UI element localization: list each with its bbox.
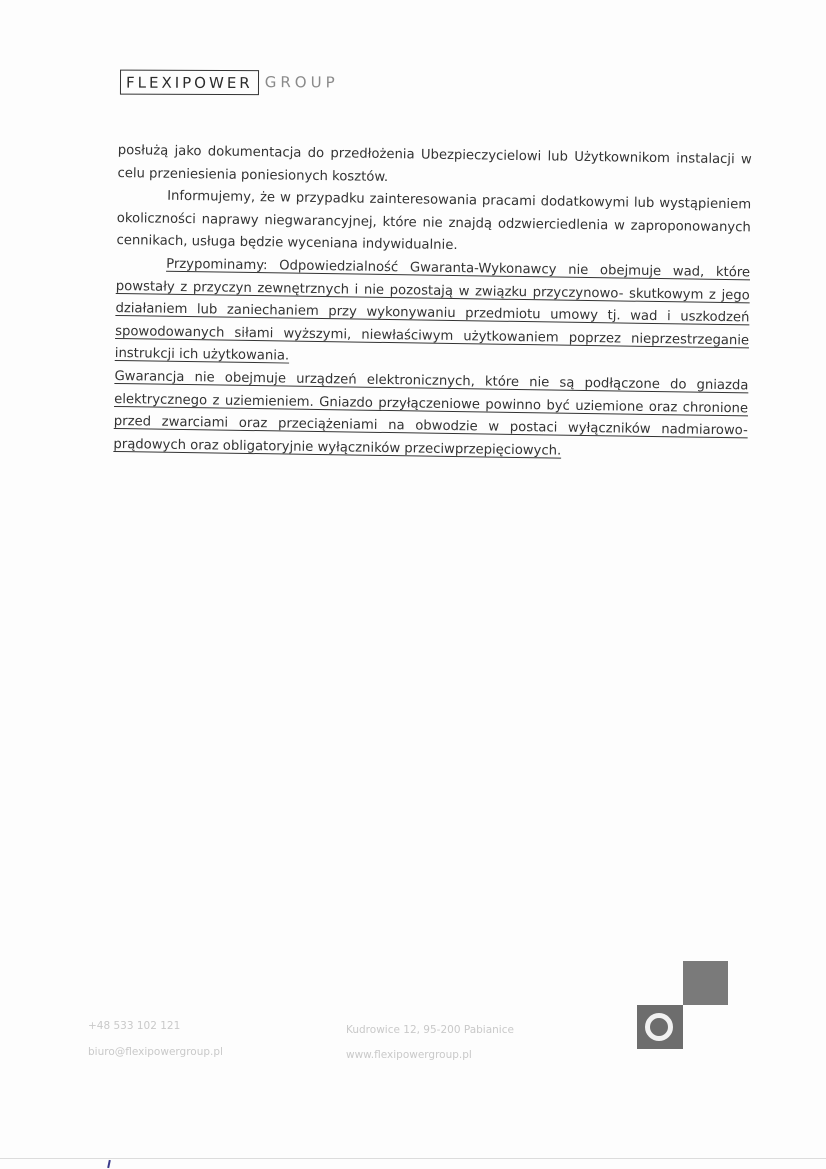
paragraph-costs: posłużą jako dokumentacja do przedłożenia Ubezpieczycielowi lub Użytkownikom instalacji w celu przeniesienia poniesionych kosztów. [117, 142, 752, 185]
scan-edge-line [0, 1158, 826, 1159]
paragraph-warranty-electronics: Gwarancja nie obejmuje urządzeń elektronicznych, które nie są podłączone do gniazda elektrycznego z uziemieniem. Gniazdo przyłączeniowe powinno być uziemione oraz chronione przed zwarciami oraz przeciążeniami na obwodzie w postaci wyłączników nadmiarowo-prądowych oraz obligatoryjnie wyłączników przeciwprzepięciowych. [113, 368, 749, 459]
mark-square-top [683, 961, 728, 1005]
paragraph-reminder: Przypominamy: Odpowiedzialność Gwaranta-Wykonawcy nie obejmuje wad, które powstały z przyczyn zewnętrznych i nie pozostają w związku przyczynowo- skutkowym z jego działaniem lub zaniechaniem przy wykonywaniu przedmiotu umowy tj. wad i uszkodzeń spowodowanych siłami wyższymi, niewłaściwym użytkowaniem poprzez nieprzestrzeganie instrukcji ich użytkowania. [114, 256, 751, 364]
logo-primary-text: FLEXIPOWER [120, 69, 259, 94]
letter-body [113, 140, 752, 466]
mark-square-bottom [637, 1005, 683, 1049]
paragraph-additional-works: Informujemy, że w przypadku zainteresowania pracami dodatkowymi lub wystąpieniem okoliczności naprawy niegwarancyjnej, które nie znajdą odzwierciedlenia w zaproponowanych cennikach, usługa będzie wyceniana indywidualnie. [116, 188, 752, 254]
mark-ring-icon [645, 1013, 673, 1041]
footer-website: www.flexipowergroup.pl [346, 1049, 472, 1061]
footer-email: biuro@flexipowergroup.pl [88, 1046, 223, 1058]
pen-mark [107, 1160, 111, 1168]
company-mark-icon [637, 961, 729, 1049]
logo-secondary-text: GROUP [264, 73, 339, 92]
company-logo [120, 68, 339, 97]
footer-phone: +48 533 102 121 [88, 1020, 181, 1032]
footer-address: Kudrowice 12, 95-200 Pabianice [346, 1024, 514, 1036]
